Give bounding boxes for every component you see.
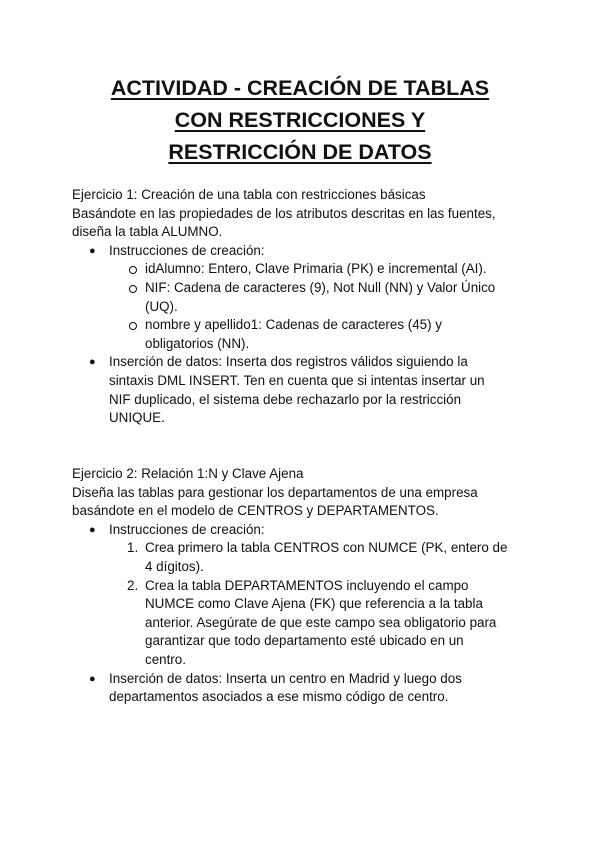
sub-bullet-text: NIF: Cadena de caracteres (9), Not Null (NN) y Valor Único xyxy=(145,279,496,295)
exercise-2-intro-line-1: Diseña las tablas para gestionar los departamentos de una empresa xyxy=(72,484,478,500)
exercise-2-heading: Ejercicio 2: Relación 1:N y Clave Ajena xyxy=(72,466,304,481)
bullet-text-cont: UNIQUE. xyxy=(109,410,165,426)
sub-bullet-text: nombre y apellido1: Cadenas de caracteres (45) y xyxy=(145,317,442,333)
bullet-text-cont: departamentos asociados a ese mismo código de centro. xyxy=(109,689,449,705)
numbered-text: Crea la tabla DEPARTAMENTOS incluyendo el campo xyxy=(145,577,469,593)
title-line-2: CON RESTRICCIONES Y xyxy=(174,108,426,132)
sub-bullet-item xyxy=(72,316,532,353)
title-line-3: RESTRICCIÓN DE DATOS xyxy=(168,140,432,164)
numbered-text-cont: 4 dígitos). xyxy=(145,558,204,574)
bullet-text-cont: sintaxis DML INSERT. Ten en cuenta que si intentas insertar un xyxy=(109,372,485,388)
exercise-2 xyxy=(72,465,532,707)
title-line-1: ACTIVIDAD - CREACIÓN DE TABLAS xyxy=(110,76,490,100)
sub-bullet-text-cont: (UQ). xyxy=(145,298,178,314)
bullet-item xyxy=(72,670,532,707)
exercise-1-heading: Ejercicio 1: Creación de una tabla con restricciones básicas xyxy=(72,187,426,202)
exercise-1 xyxy=(72,186,532,428)
exercise-2-intro-line-2: basándote en el modelo de CENTROS y DEPARTAMENTOS. xyxy=(72,503,439,519)
bullet-text: Inserción de datos: Inserta un centro en Madrid y luego dos xyxy=(109,670,462,686)
numbered-text-cont: NUMCE como Clave Ajena (FK) que referencia a la tabla xyxy=(145,596,483,612)
bullet-text: Inserción de datos: Inserta dos registros válidos siguiendo la xyxy=(109,354,468,370)
page-title xyxy=(60,72,540,168)
bullet-dot-icon: ● xyxy=(89,672,96,685)
bullet-item xyxy=(72,353,532,427)
number-marker: 1. xyxy=(127,540,139,556)
numbered-text-cont: garantizar que todo departamento esté ubicado en un xyxy=(145,633,464,649)
bullet-ring-icon xyxy=(129,266,137,274)
numbered-item xyxy=(72,577,532,670)
numbered-text: Crea primero la tabla CENTROS con NUMCE (PK, entero de xyxy=(145,540,508,556)
exercise-1-intro-line-2: diseña la tabla ALUMNO. xyxy=(72,224,223,240)
bullet-dot-icon: ● xyxy=(89,523,96,536)
sub-bullet-text: idAlumno: Entero, Clave Primaria (PK) e incremental (AI). xyxy=(145,261,487,277)
bullet-item xyxy=(72,521,532,540)
bullet-item xyxy=(72,242,532,261)
bullet-dot-icon: ● xyxy=(89,356,96,369)
numbered-text-cont: centro. xyxy=(145,651,186,667)
bullet-text-cont: NIF duplicado, el sistema debe rechazarlo por la restricción xyxy=(109,391,462,407)
numbered-item xyxy=(72,539,532,576)
number-marker: 2. xyxy=(127,577,139,593)
bullet-ring-icon xyxy=(129,322,137,330)
bullet-dot-icon: ● xyxy=(89,244,96,257)
bullet-ring-icon xyxy=(129,285,137,293)
bullet-text: Instrucciones de creación: xyxy=(109,521,265,537)
sub-bullet-item xyxy=(72,279,532,316)
numbered-text-cont: anterior. Asegúrate de que este campo sea obligatorio para xyxy=(145,614,497,630)
sub-bullet-item xyxy=(72,260,532,279)
exercise-1-intro-line-1: Basándote en las propiedades de los atributos descritas en las fuentes, xyxy=(72,205,496,221)
sub-bullet-text-cont: obligatorios (NN). xyxy=(145,335,250,351)
bullet-text: Instrucciones de creación: xyxy=(109,242,265,258)
